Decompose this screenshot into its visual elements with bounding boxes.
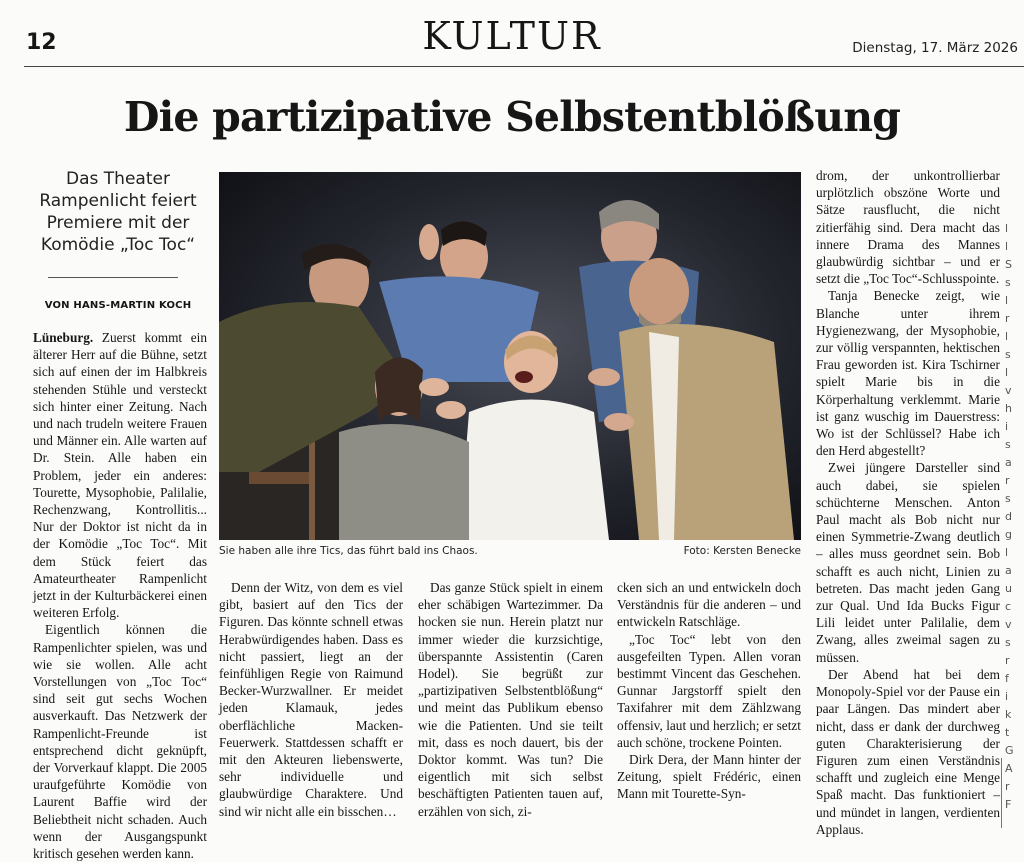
bleed-letter: l (1005, 222, 1009, 235)
photo-caption-row (219, 545, 801, 557)
issue-date: Dienstag, 17. März 2026 (852, 40, 1018, 56)
text-column-2 (219, 579, 403, 820)
bleed-letter: t (1005, 726, 1010, 739)
bleed-letter: r (1005, 312, 1010, 325)
bleed-letter: G (1005, 744, 1014, 757)
article-photo (219, 172, 801, 540)
page-number: 12 (26, 30, 57, 55)
bleed-letter: u (1005, 582, 1012, 595)
bleed-letter: i (1005, 690, 1009, 703)
article-headline: Die partizipative Selbstentblößung (123, 93, 901, 141)
bleed-letter: s (1005, 438, 1011, 451)
text-column-4 (617, 579, 801, 803)
text-column-3 (418, 579, 603, 820)
bleed-letter: l (1005, 546, 1009, 559)
paragraph: Eigentlich können die Rampenlichter spielen, was und wie sie wollen. Alle acht Vorstellungen von „Toc Toc“ sind seit gut sechs Wochen ausverkauft. Das Netzwerk der Rampenlicht-Freunde ist entsprechend dicht geknüpft, der Vorverkauf klappt. Die 2005 uraufgeführte Komödie von Laurent Baffie wird der Beliebtheit nicht schaden. Auch wenn der Ausgangspunkt kritisch gesehen werden kann. (33, 622, 207, 862)
bleed-letter: d (1005, 510, 1012, 523)
bleed-letter: a (1005, 456, 1012, 469)
paragraph (33, 329, 207, 621)
bleed-letter: s (1005, 492, 1011, 505)
bleed-letter: c (1005, 600, 1012, 613)
bleed-letter: s (1005, 348, 1011, 361)
text-column-1 (33, 329, 207, 862)
paragraph: Dirk Dera, der Mann hinter der Zeitung, spielt Frédéric, einen Mann mit Tourette-Syn- (617, 752, 801, 802)
subheadline-divider (48, 277, 178, 278)
article-subheadline: Das Theater Rampenlicht feiert Premiere mit der Komödie „Toc Toc“ (39, 169, 197, 255)
header-rule (24, 66, 1024, 67)
bleed-letter: F (1005, 798, 1012, 811)
bleed-letter: k (1005, 708, 1012, 721)
bleed-letter: l (1005, 366, 1009, 379)
paragraph: Tanja Benecke zeigt, wie Blanche unter ihrem Hygienezwang, der Mysophobie, zur völlig verspannten, hektischen Frau geworden ist. Kira Tschirner spielt Marie bis in die Körperhaltung verklemmt. Marie ist ganz wuschig im Dauerstress: Wo ist der Schlüssel? Habe ich den Herd abgestellt? (816, 288, 1000, 459)
paragraph: Das ganze Stück spielt in einem eher schäbigen Wartezimmer. Da hocken sie nun. Herein platzt nur immer wieder die kurzsichtige, überspannte Assistentin (Caren Hodel). Sie begrüßt zur „partizipativen Selbstentblößung“ und meint das Publikum ebenso wie die Patienten. Und sie teilt mit, dass es noch dauert, bis der Doktor kommt. Was tun? Die eigentlich mit sich selbst beschäftigten Patienten tauen auf, erzählen von sich, zi- (418, 580, 603, 819)
bleed-letter: A (1005, 762, 1013, 775)
paragraph: Der Abend hat bei dem Monopoly-Spiel vor der Pause ein paar Längen. Das mindert aber nicht, dass er dank der durchweg guten Charakterisierung der Figuren zum einen Verständnis schafft und zugleich eine Menge Spaß macht. Das funktioniert – und mündet in langen, verdienten Applaus. (816, 666, 1000, 837)
paragraph-text: Zuerst kommt ein älterer Herr auf die Bühne, setzt sich auf einen der im Halbkreis stehenden Stühle und versteckt sich hinter einer Zeitung. Nach und nach trudeln weitere Frauen und Männer ein. Alle warten auf Dr. Stein. Alle haben ein Problem, jeder ein anderes: Tourette, Mysophobie, Palilalie, Rechenzwang, Kontrollitis... Nur der Doktor ist nicht da in der Komödie „Toc Toc“. Mit dem Stück feiert das Amateurtheater Rampenlicht jetzt in der Kulturbäckerei einen weiteren Erfolg. (33, 330, 207, 621)
paragraph: Zwei jüngere Darsteller sind auch dabei, sie spielen schüchterne Menschen. Anton Paul macht als Bob nicht nur einen Symmetrie-Zwang deutlich – alles muss geordnet sein. Bob schafft es auch nicht, Linien zu betreten. Das macht jeden Gang zur Qual. Und Ida Bucks Figur Lili leidet unter Palilalie, dem Zwang, alles zweimal sagen zu müssen. (816, 460, 1000, 665)
bleed-letter: s (1005, 276, 1011, 289)
paragraph: cken sich an und entwickeln doch Verständnis für die anderen – und entwickeln Ratschläge. (617, 580, 801, 630)
paragraph: Denn der Witz, von dem es viel gibt, basiert auf den Tics der Figuren. Das könnte schnell etwas Herabwürdigendes haben. Dass es nicht passiert, liegt an der feinfühligen Regie von Raimund Becker-Wurzwallner. Er meidet jeden Klamauk, jedes oberflächliche Macken-Feuerwerk. Stattdessen schafft er mit den Akteuren liebenswerte, sehr individuelle und glaubwürdige Charaktere. Und sind wir nicht alle ein bisschen… (219, 580, 403, 819)
theater-scene-illustration (219, 172, 801, 540)
photo-caption: Sie haben alle ihre Tics, das führt bald ins Chaos. (219, 545, 478, 557)
bleed-letter: S (1005, 258, 1012, 271)
column-divider (1001, 758, 1002, 828)
byline: VON HANS-MARTIN KOCH (44, 300, 192, 311)
text-column-5 (816, 167, 1000, 838)
dateline-location: Lüneburg. (33, 330, 94, 345)
bleed-letter: a (1005, 564, 1012, 577)
paragraph: „Toc Toc“ lebt von den ausgefeilten Typen. Allen voran bestimmt Vincent das Geschehen. Gunnar Jargstorff spielt den Taxifahrer mit dem Zählzwang offensiv, laut und herzlich; er setzt auch schöne, trockene Pointen. (617, 631, 801, 750)
bleed-letter: l (1005, 294, 1009, 307)
bleed-letter: g (1005, 528, 1012, 541)
photo-credit: Foto: Kersten Benecke (683, 545, 801, 557)
bleed-letter: v (1005, 618, 1012, 631)
bleed-letter: r (1005, 780, 1010, 793)
bleed-letter: v (1005, 384, 1012, 397)
adjacent-article-edge (1005, 220, 1024, 820)
bleed-letter: i (1005, 420, 1009, 433)
bleed-letter: s (1005, 636, 1011, 649)
bleed-letter: r (1005, 654, 1010, 667)
bleed-letter: r (1005, 474, 1010, 487)
bleed-letter: h (1005, 402, 1012, 415)
paragraph: drom, der unkontrollierbar urplötzlich obszöne Worte und Sätze rausflucht, die nicht zitierfähig sind. Dera macht das innere Drama des Mannes glaubwürdig sichtbar – und er setzt die „Toc Toc“-Schlusspointe. (816, 168, 1000, 287)
bleed-letter: f (1005, 672, 1009, 685)
bleed-letter: l (1005, 330, 1009, 343)
section-title: KULTUR (422, 14, 602, 58)
bleed-letter: l (1005, 240, 1009, 253)
